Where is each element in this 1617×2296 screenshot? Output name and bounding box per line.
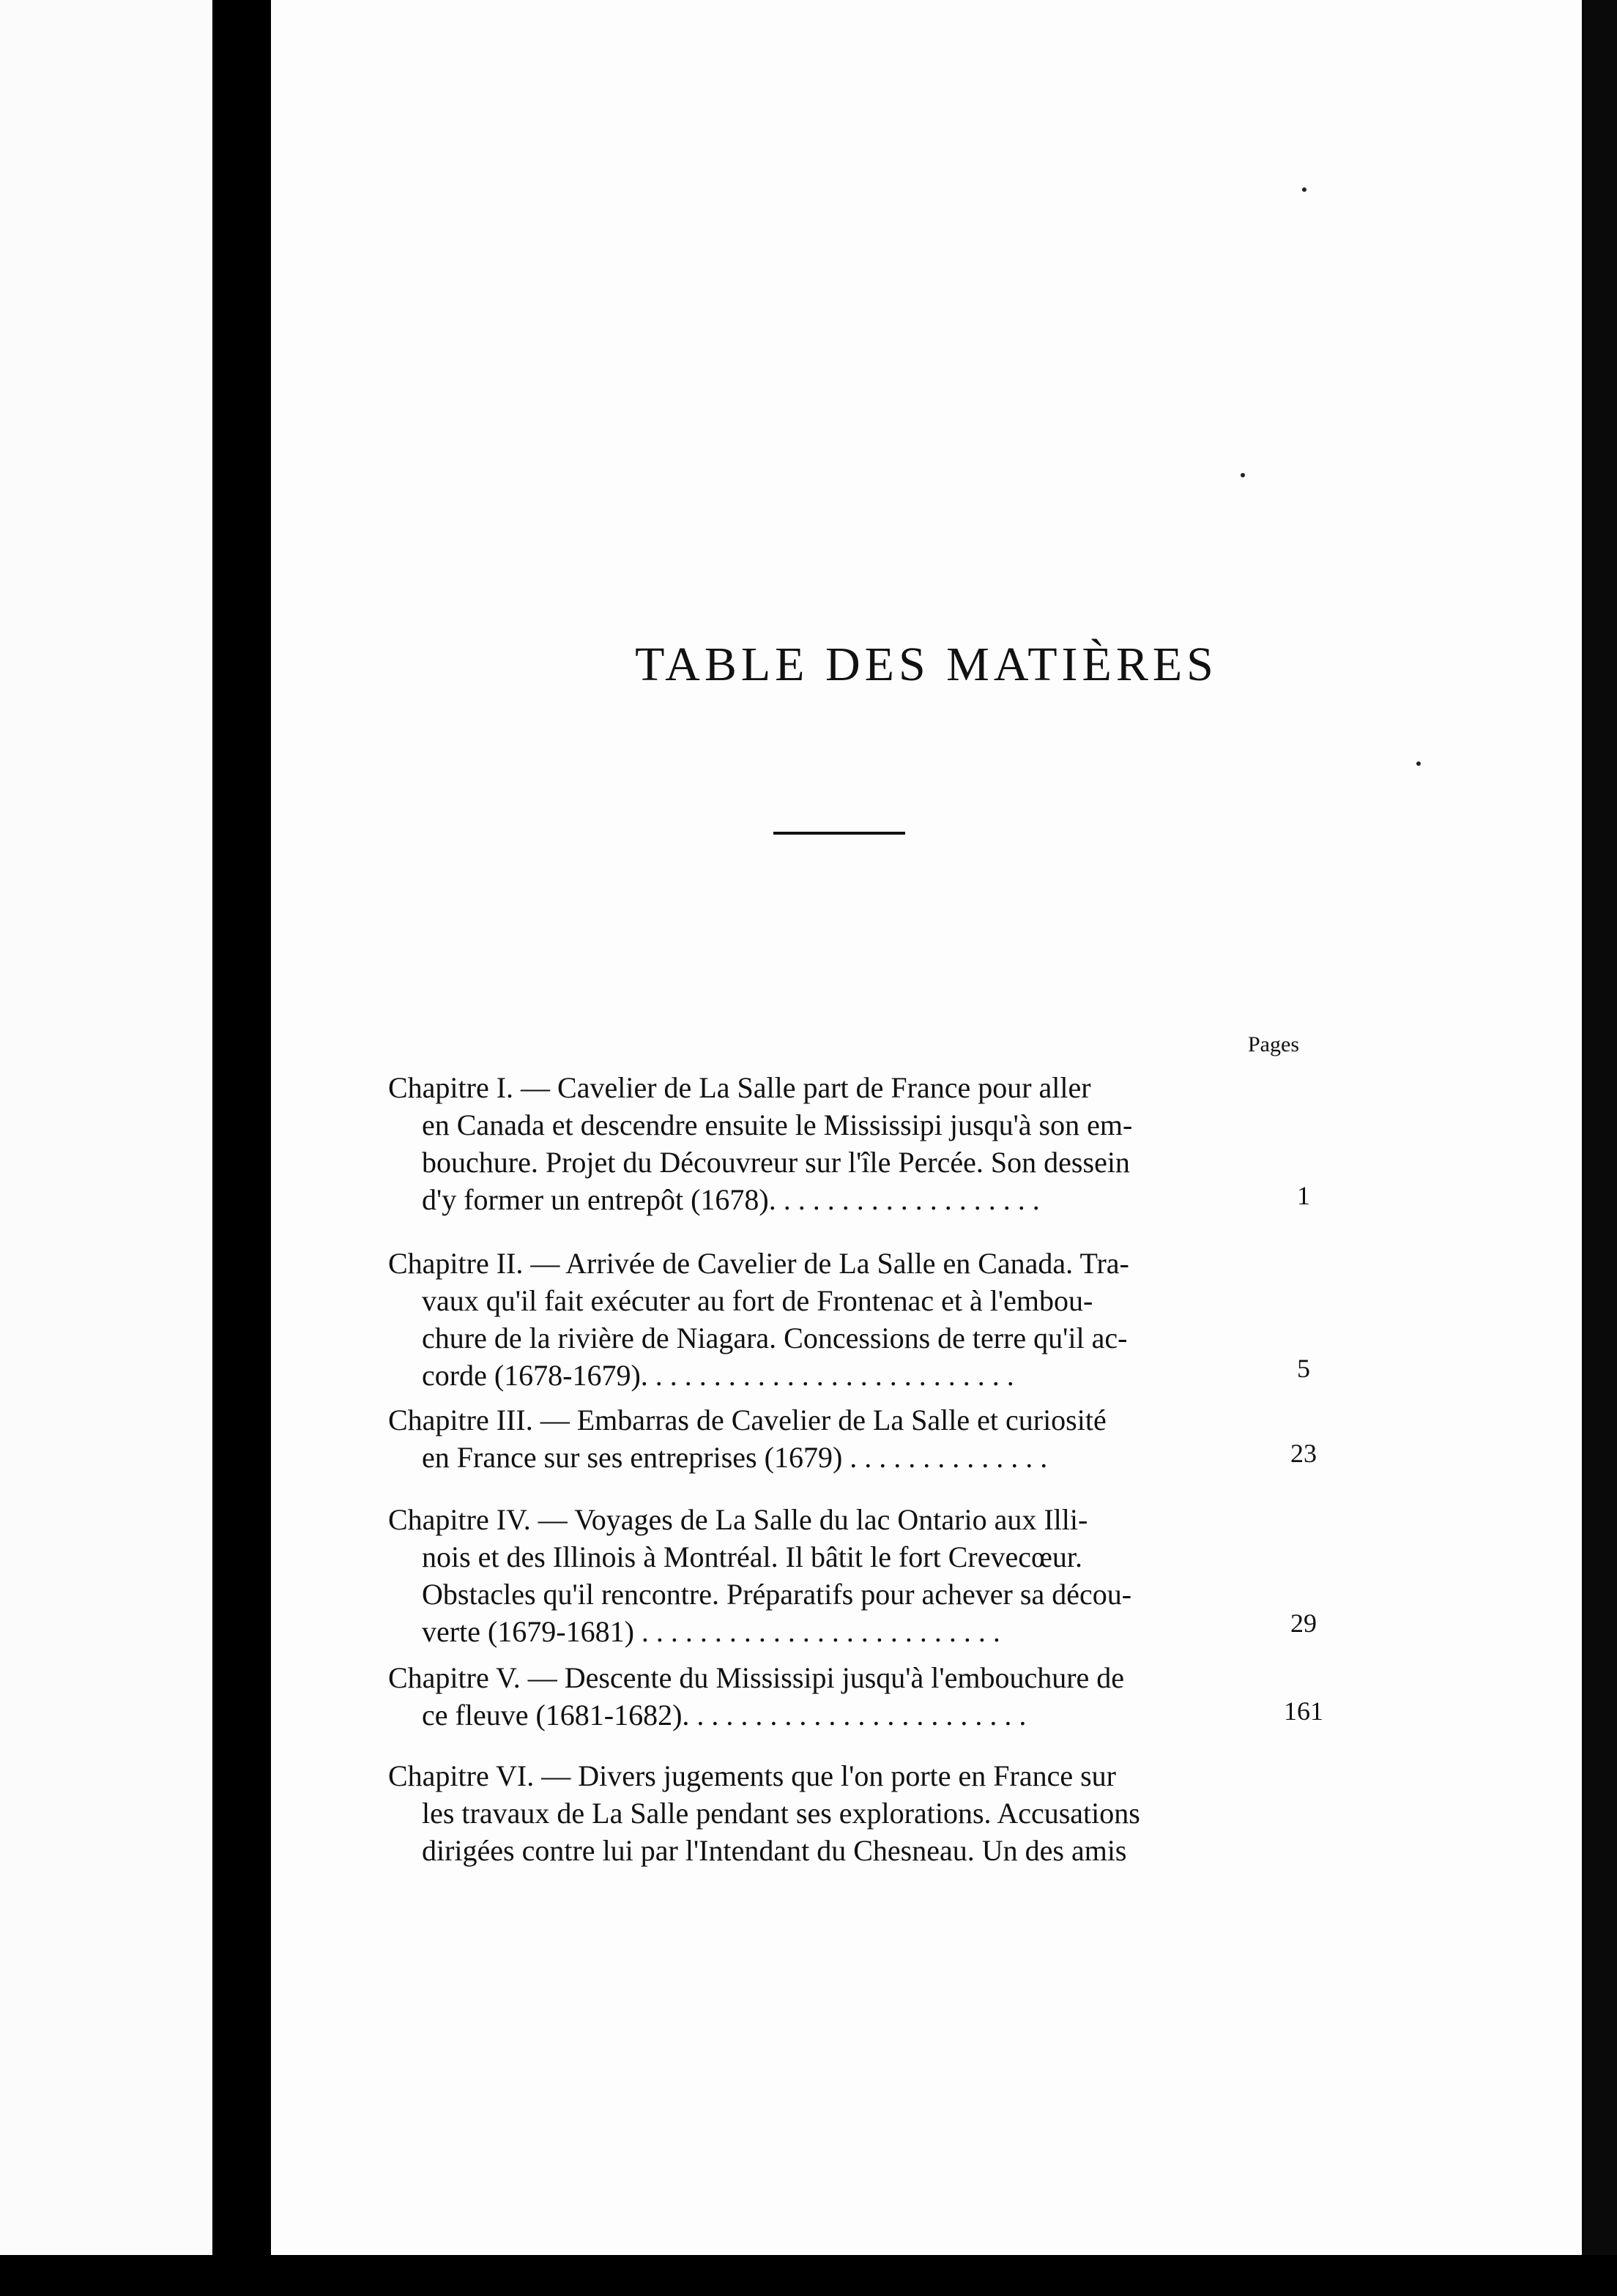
toc-line: Chapitre I. — Cavelier de La Salle part de France pour aller — [388, 1071, 1091, 1104]
toc-line: les travaux de La Salle pendant ses explorations. Accusations — [422, 1797, 1140, 1830]
toc-line: Chapitre V. — Descente du Mississipi jusqu'à l'embouchure de — [388, 1661, 1125, 1694]
toc-line: dirigées contre lui par l'Intendant du Chesneau. Un des amis — [422, 1834, 1127, 1867]
toc-entry-6 — [388, 1757, 1230, 1869]
toc-line: Chapitre IV. — Voyages de La Salle du lac Ontario aux Illi- — [388, 1503, 1088, 1536]
toc-page-number: 23 — [1290, 1439, 1317, 1468]
toc-line: Chapitre II. — Arrivée de Cavelier de La Salle en Canada. Tra- — [388, 1247, 1129, 1280]
toc-entry-3 — [388, 1401, 1230, 1476]
toc-page-number: 161 — [1284, 1696, 1323, 1726]
toc-line: vaux qu'il fait exécuter au fort de Frontenac et à l'embou- — [422, 1284, 1093, 1317]
toc-line: en France sur ses entreprises (1679) . . . . . . . . . . . . . . — [422, 1441, 1048, 1474]
toc-line: corde (1678-1679). . . . . . . . . . . . . . . . . . . . . . . . . . — [422, 1359, 1014, 1392]
scan-speck — [1241, 473, 1245, 477]
toc-line: Chapitre III. — Embarras de Cavelier de La Salle et curiosité — [388, 1404, 1107, 1436]
page-title: TABLE DES MATIÈRES — [635, 638, 1218, 691]
toc-line: nois et des Illinois à Montréal. Il bâtit le fort Crevecœur. — [422, 1540, 1082, 1573]
scan-speck — [1302, 187, 1306, 192]
toc-page-number: 1 — [1297, 1181, 1310, 1210]
toc-entry-5 — [388, 1659, 1230, 1734]
toc-line: bouchure. Projet du Découvreur sur l'île Percée. Son dessein — [422, 1146, 1130, 1179]
scan-speck — [1416, 761, 1421, 766]
toc-line: verte (1679-1681) . . . . . . . . . . . . . . . . . . . . . . . . . — [422, 1615, 1000, 1648]
toc-entry-2 — [388, 1245, 1230, 1394]
title-rule — [773, 832, 905, 835]
toc-line: Chapitre VI. — Divers jugements que l'on porte en France sur — [388, 1759, 1117, 1792]
left-page-margin — [0, 0, 212, 2296]
pages-column-label: Pages — [1248, 1032, 1299, 1056]
toc-page-number: 29 — [1290, 1609, 1317, 1638]
bottom-scan-edge — [0, 2255, 1617, 2296]
toc-line: chure de la rivière de Niagara. Concessions de terre qu'il ac- — [422, 1322, 1128, 1354]
right-scan-edge — [1583, 0, 1617, 2296]
toc-line: en Canada et descendre ensuite le Mississipi jusqu'à son em- — [422, 1108, 1133, 1141]
toc-line: d'y former un entrepôt (1678). . . . . . . . . . . . . . . . . . . — [422, 1183, 1040, 1216]
toc-line: Obstacles qu'il rencontre. Préparatifs pour achever sa décou- — [422, 1578, 1132, 1611]
toc-entry-1 — [388, 1069, 1230, 1218]
toc-entry-4 — [388, 1501, 1230, 1650]
toc-page-number: 5 — [1297, 1354, 1310, 1383]
toc-line: ce fleuve (1681-1682). . . . . . . . . . . . . . . . . . . . . . . . — [422, 1699, 1027, 1732]
